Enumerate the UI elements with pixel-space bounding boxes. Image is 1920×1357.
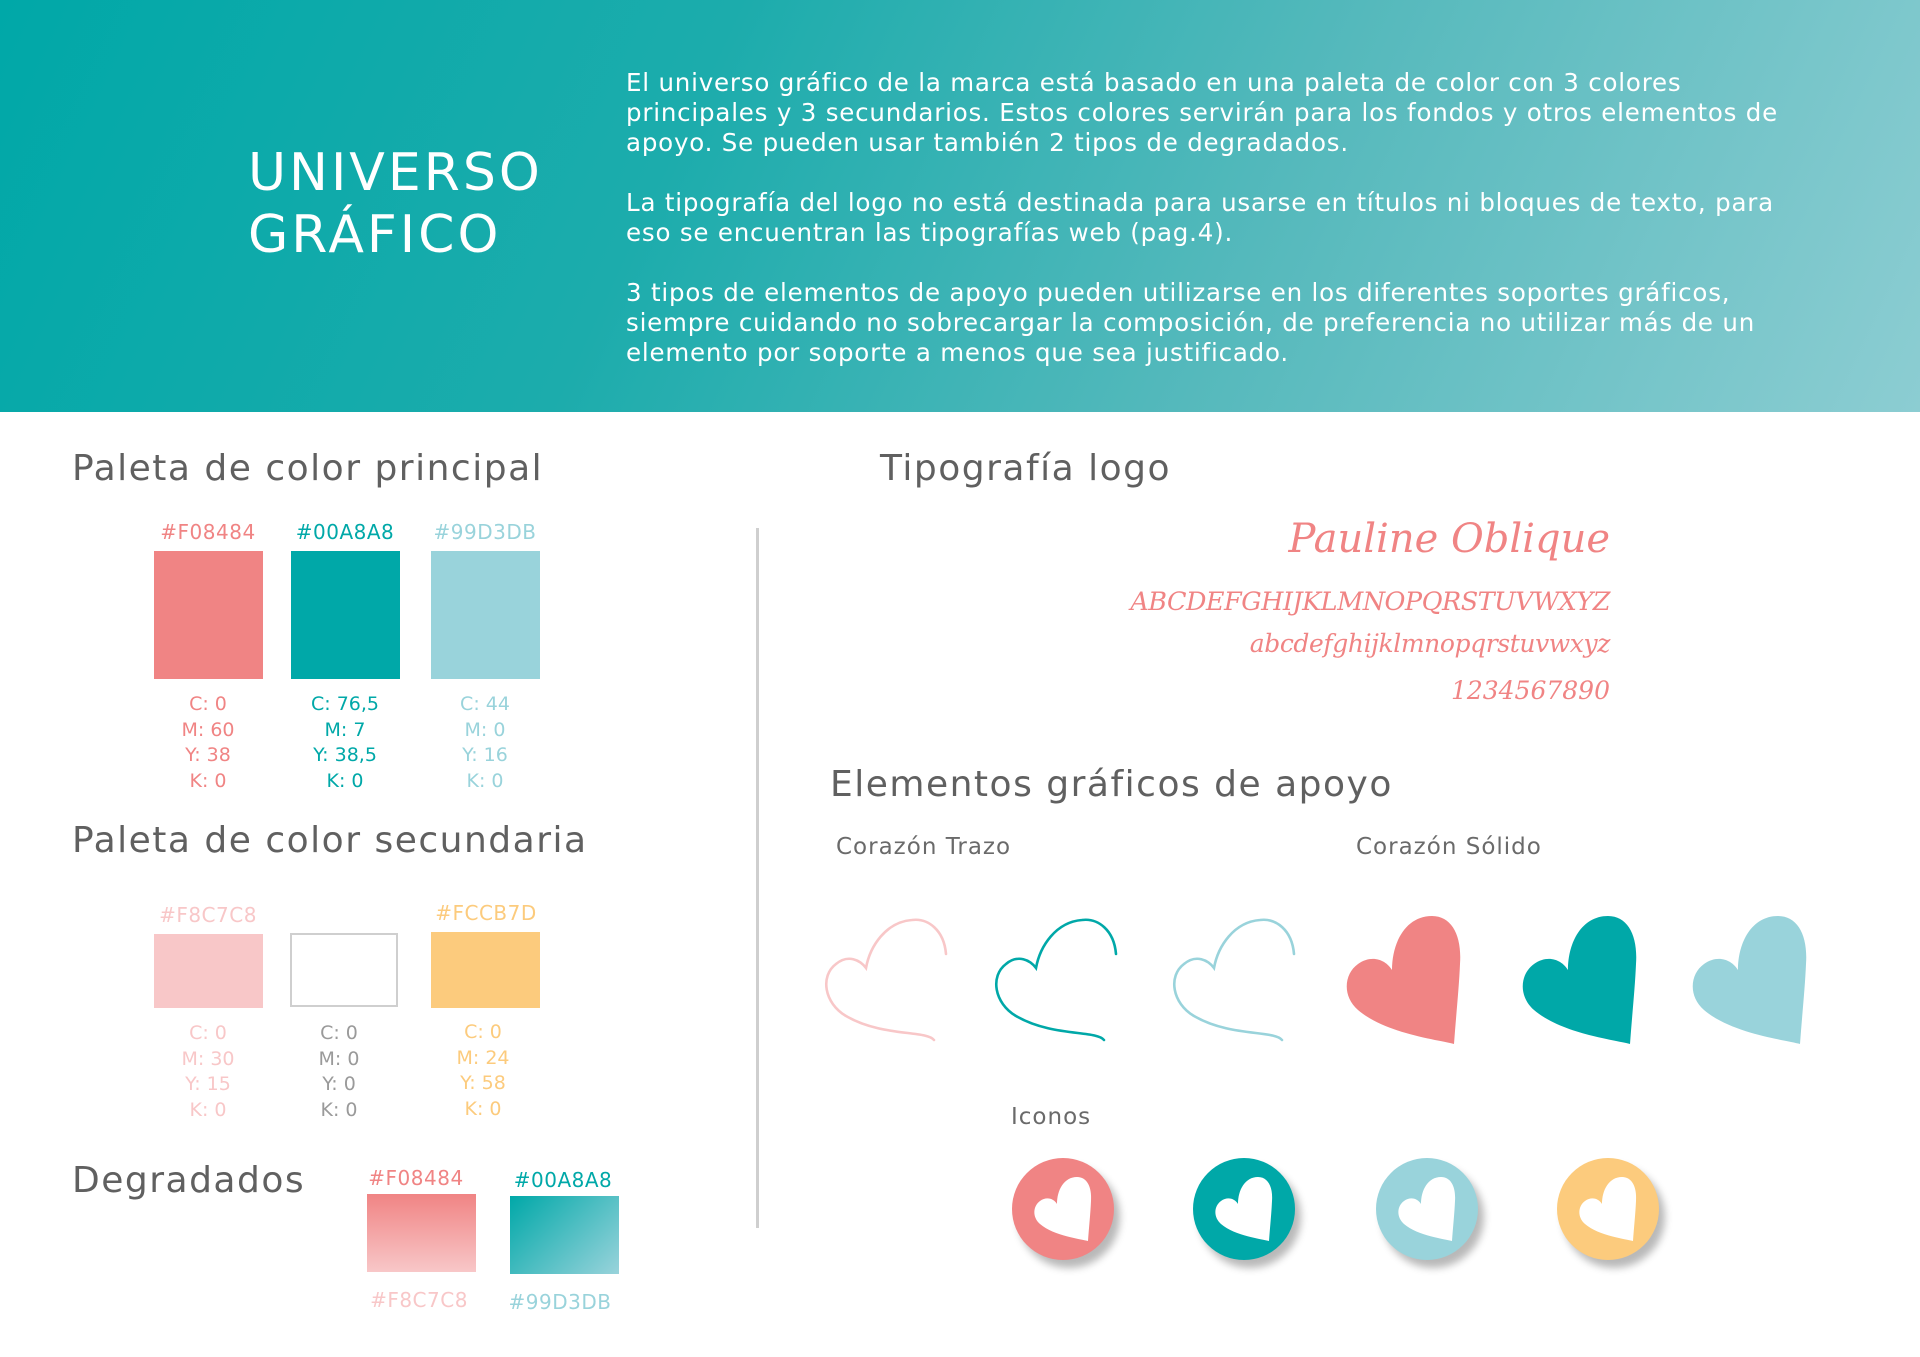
cmyk-y: Y: 16 xyxy=(462,744,508,766)
cmyk-k: K: 0 xyxy=(326,769,364,792)
primary-color-2 xyxy=(280,518,410,546)
cmyk-k: K: 0 xyxy=(320,1098,358,1121)
cmyk-m: M: 7 xyxy=(324,718,366,741)
cmyk-y: Y: 38,5 xyxy=(313,744,377,766)
page-title-line-2: GRÁFICO xyxy=(248,205,502,265)
gradient-2-to-hex: #99D3DB xyxy=(508,1290,612,1314)
stroke-heart-label: Corazón Trazo xyxy=(836,834,1012,860)
cmyk-k: K: 0 xyxy=(189,769,227,792)
gradient-2-to xyxy=(495,1288,625,1316)
solid-heart-icon-1 xyxy=(1344,912,1464,1048)
cmyk-k: K: 0 xyxy=(464,1097,502,1120)
stroke-heart-icon-2 xyxy=(992,912,1120,1042)
cmyk-c: C: 0 xyxy=(464,1021,502,1043)
secondary-color-1 xyxy=(143,901,273,929)
gradient-1-from xyxy=(351,1164,481,1192)
cmyk-k: K: 0 xyxy=(466,769,504,792)
cmyk-m: M: 0 xyxy=(318,1047,360,1070)
intro-paragraph-3: 3 tipos de elementos de apoyo pueden utilizarse en los diferentes soportes gráficos, siempre cuidando no sobrecargar la composición, de preferencia no utilizar más de un elemento por soporte a menos que sea justificado. xyxy=(626,278,1756,367)
primary-swatch-2 xyxy=(291,551,400,679)
secondary-cmyk-1 xyxy=(143,1021,273,1123)
heart-badge-icon-3 xyxy=(1376,1158,1478,1260)
cmyk-c: C: 76,5 xyxy=(310,693,379,715)
secondary-palette-title: Paleta de color secundaria xyxy=(72,820,588,861)
primary-cmyk-3 xyxy=(420,692,550,794)
primary-hex-3: #99D3DB xyxy=(433,520,537,544)
heart-badge-icon-2 xyxy=(1193,1158,1295,1260)
cmyk-y: Y: 15 xyxy=(185,1073,231,1095)
font-digits-sample: 1234567890 xyxy=(1450,676,1610,705)
page-title xyxy=(248,142,588,266)
gradient-1-to-hex: #F8C7C8 xyxy=(370,1288,468,1312)
solid-heart-label: Corazón Sólido xyxy=(1356,834,1542,860)
gradient-swatch-2 xyxy=(510,1196,619,1274)
gradient-2-from-hex: #00A8A8 xyxy=(513,1168,613,1192)
cmyk-m: M: 24 xyxy=(456,1046,510,1069)
heart-badge-icon-1 xyxy=(1012,1158,1114,1260)
cmyk-m: M: 30 xyxy=(181,1047,235,1070)
secondary-cmyk-2 xyxy=(274,1021,404,1123)
primary-swatch-3 xyxy=(431,551,540,679)
solid-heart-icon-3 xyxy=(1690,912,1810,1048)
secondary-hex-1: #F8C7C8 xyxy=(159,903,257,927)
cmyk-y: Y: 38 xyxy=(185,744,231,766)
stroke-heart-icon-1 xyxy=(822,912,950,1042)
typography-title: Tipografía logo xyxy=(880,448,1172,489)
cmyk-m: M: 0 xyxy=(464,718,506,741)
secondary-color-3 xyxy=(421,899,551,927)
intro-text xyxy=(626,68,1806,398)
font-lowercase-sample: abcdefghijklmnopqrstuvwxyz xyxy=(1249,629,1610,658)
intro-paragraph-2: La tipografía del logo no está destinada para usarse en títulos ni bloques de texto, para eso se encuentran las tipografías web (pag.4). xyxy=(626,188,1774,247)
primary-hex-1: #F08484 xyxy=(160,520,256,544)
primary-cmyk-2 xyxy=(280,692,410,794)
gradient-2-from xyxy=(498,1166,628,1194)
font-name: Pauline Oblique xyxy=(1288,516,1610,562)
cmyk-c: C: 0 xyxy=(320,1022,358,1044)
cmyk-y: Y: 0 xyxy=(322,1073,356,1095)
secondary-swatch-1 xyxy=(154,934,263,1008)
cmyk-k: K: 0 xyxy=(189,1098,227,1121)
cmyk-c: C: 44 xyxy=(460,693,510,715)
page-title-line-1: UNIVERSO xyxy=(248,143,543,203)
gradient-1-from-hex: #F08484 xyxy=(368,1166,464,1190)
stroke-heart-icon-3 xyxy=(1170,912,1298,1042)
secondary-swatch-2 xyxy=(290,933,398,1007)
cmyk-c: C: 0 xyxy=(189,1022,227,1044)
icons-label: Iconos xyxy=(1011,1104,1092,1130)
solid-heart-icon-2 xyxy=(1520,912,1640,1048)
heart-badge-icon-4 xyxy=(1557,1158,1659,1260)
primary-swatch-1 xyxy=(154,551,263,679)
font-uppercase-sample: ABCDEFGHIJKLMNOPQRSTUVWXYZ xyxy=(1130,587,1610,617)
elements-title: Elementos gráficos de apoyo xyxy=(830,764,1393,805)
secondary-hex-3: #FCCB7D xyxy=(435,901,537,925)
cmyk-y: Y: 58 xyxy=(460,1072,506,1094)
primary-color-1 xyxy=(143,518,273,546)
gradient-1-to xyxy=(354,1286,484,1314)
primary-palette-title: Paleta de color principal xyxy=(72,448,544,489)
secondary-cmyk-3 xyxy=(418,1020,548,1122)
primary-color-3 xyxy=(420,518,550,546)
primary-hex-2: #00A8A8 xyxy=(295,520,395,544)
intro-paragraph-1: El universo gráfico de la marca está basado en una paleta de color con 3 colores principales y 3 secundarios. Estos colores servirán para los fondos y otros elementos de apoyo. Se pueden usar también 2 tipos de degradados. xyxy=(626,68,1779,157)
cmyk-m: M: 60 xyxy=(181,718,235,741)
header-banner xyxy=(0,0,1920,412)
primary-cmyk-1 xyxy=(143,692,273,794)
gradient-swatch-1 xyxy=(367,1194,476,1272)
cmyk-c: C: 0 xyxy=(189,693,227,715)
gradients-title: Degradados xyxy=(72,1160,306,1201)
column-divider xyxy=(756,528,759,1228)
secondary-swatch-3 xyxy=(431,932,540,1008)
